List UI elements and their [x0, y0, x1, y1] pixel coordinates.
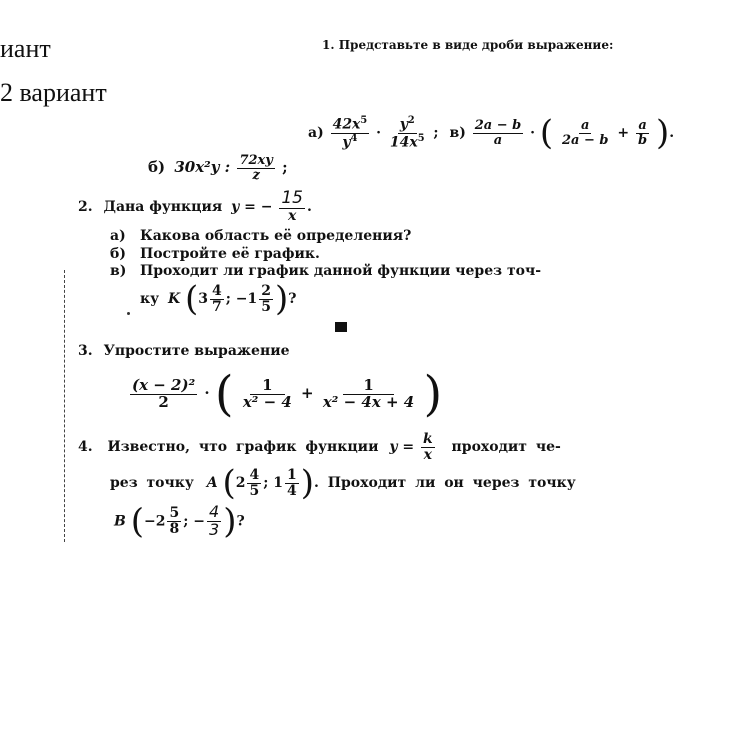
task4-point-a: A	[206, 475, 218, 491]
task1-part-b: б) 30x²y : $\frac{72xy}{z}$ ;	[148, 153, 288, 183]
task2-function-fraction: $\frac{15}{x}$	[281, 188, 303, 224]
task1-part-a: а) $\frac{42x^5}{y^4}$ · $\frac{y^2}{14x^5}$ ; в) $\frac{2a - b}{a}$ · ( $\frac{a}{2a - b}$ + $\frac{a}{b}$ ).	[308, 113, 675, 153]
task4-line3: B (−2 $\frac{5}{8}$ ; − $\frac{4}{3}$ )?	[114, 501, 245, 542]
black-square-mark	[335, 322, 347, 332]
task1-number: 1.	[322, 38, 335, 52]
task2-number: 2.	[78, 198, 93, 215]
task1-v-fraction3: $\frac{a}{b}$	[637, 117, 648, 148]
task1-v-label: в)	[449, 125, 466, 141]
task3-heading	[78, 343, 289, 359]
task2-handwritten-numerator: 15	[281, 188, 303, 208]
task3-text: Упростите выражение	[103, 343, 290, 359]
task4-handwritten-fraction: $\frac{4}{3}$	[209, 502, 220, 539]
task4-line2: рез точку A (2 $\frac{4}{5}$ ; 1 $\frac{1}{4}$ ). Проходит ли он через точку	[110, 463, 576, 503]
task2-point-k: K	[167, 291, 181, 307]
task2-point-line: ку K (3 $\frac{4}{7}$ ; −1 $\frac{2}{5}$ )?	[140, 279, 297, 319]
task1-a-fraction1: $\frac{42x^5}{y^4}$	[332, 115, 368, 151]
task2-part-a: а) Какова область её определения?	[110, 228, 412, 244]
task1-a-label: а)	[308, 125, 324, 141]
task1-v-fraction1: $\frac{2a - b}{a}$	[474, 117, 522, 148]
task4-number: 4.	[78, 439, 93, 456]
task3-number: 3.	[78, 343, 93, 359]
task3-expression: $\frac{\text{(x − 2)²}}{2}$ · ( $\frac{1}{\text{x² − 4}}$ + $\frac{1}{\text{x² − 4x + 4}}$ )	[132, 366, 443, 422]
task1-heading	[322, 38, 613, 52]
stray-mark	[127, 312, 130, 315]
task2-heading: 2. Дана функция y = − $\frac{15}{x}$ .	[78, 188, 312, 224]
task1-text: Представьте в виде дроби выражение:	[338, 38, 614, 52]
task4-point-b: B	[114, 513, 126, 530]
task2-part-b: б) Постройте её график.	[110, 246, 320, 262]
task1-a-fraction2: $\frac{y^2}{14x^5}$	[389, 115, 425, 151]
task4-line1: 4. Известно, что график функции y = $\frac{k}{x}$ проходит че-	[78, 431, 561, 463]
dashed-margin-line	[64, 270, 65, 542]
task1-v-open-paren: (	[539, 113, 554, 153]
task1-b-fraction: $\frac{72xy}{z}$	[239, 153, 273, 183]
task1-b-expr: 30x²y :	[174, 158, 231, 177]
task1-v-fraction2: $\frac{a}{2a - b}$	[561, 117, 609, 148]
task1-b-label: б)	[148, 158, 166, 177]
variant-1-heading: иант	[0, 34, 51, 63]
variant-2-heading: 2 вариант	[0, 78, 107, 107]
task2-text: Дана функция	[103, 198, 223, 215]
task2-part-v: в) Проходит ли график данной функции через точ-	[110, 263, 542, 279]
task1-v-close-paren: )	[655, 113, 670, 153]
